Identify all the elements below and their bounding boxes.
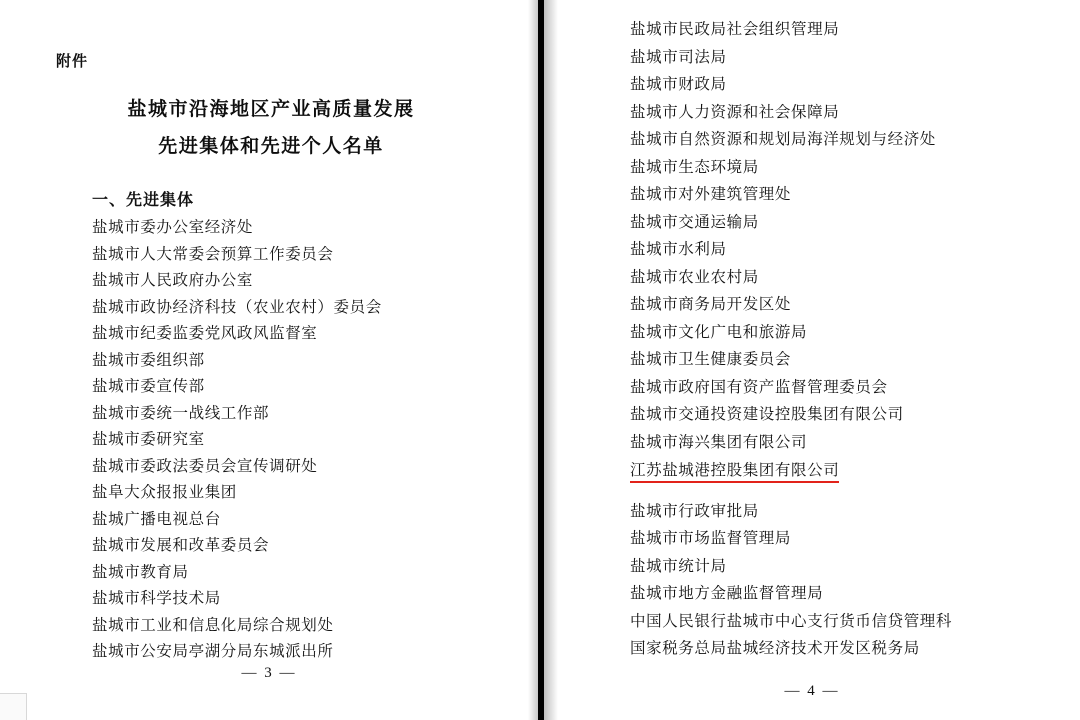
list-item: 盐城市委办公室经济处 xyxy=(92,219,254,237)
list-item: 盐城市发展和改革委员会 xyxy=(92,537,270,555)
page-left xyxy=(0,0,538,720)
list-item: 盐城市委研究室 xyxy=(92,431,205,449)
page-number-left: — 3 — xyxy=(241,665,297,681)
list-item: 盐城市纪委监委党风政风监督室 xyxy=(92,325,318,343)
list-item: 盐城市科学技术局 xyxy=(92,590,221,608)
list-item: 盐城市委组织部 xyxy=(92,351,205,369)
list-item: 盐城市人力资源和社会保障局 xyxy=(630,103,840,121)
page-right-content xyxy=(544,0,1080,720)
page-left-content xyxy=(0,0,538,720)
highlighted-entry: 江苏盐城港控股集团有限公司 xyxy=(630,463,839,483)
list-item: 盐城市财政局 xyxy=(630,76,727,93)
list-item: 盐城市交通运输局 xyxy=(630,213,759,231)
attachment-label: 附件 xyxy=(56,54,89,70)
list-item: 盐城市教育局 xyxy=(92,563,189,581)
list-item: 盐城市人民政府办公室 xyxy=(92,272,254,290)
list-item: 盐城市卫生健康委员会 xyxy=(630,351,792,368)
list-item: 国家税务总局盐城经济技术开发区税务局 xyxy=(630,640,920,657)
list-item: 盐城市委政法委员会宣传调研处 xyxy=(92,457,318,475)
right-entry-list xyxy=(630,22,1040,657)
list-item: 盐城市生态环境局 xyxy=(630,158,759,176)
list-item: 盐城市行政审批局 xyxy=(630,502,759,520)
left-entry-list xyxy=(56,220,492,660)
list-item: 盐城市委宣传部 xyxy=(92,378,205,396)
list-item: 盐城市委统一战线工作部 xyxy=(92,404,270,422)
list-item: 盐城市民政局社会组织管理局 xyxy=(630,21,840,38)
list-item: 盐城市自然资源和规划局海洋规划与经济处 xyxy=(630,131,936,148)
page-title xyxy=(56,91,486,165)
list-item: 盐城市司法局 xyxy=(630,48,727,66)
list-item: 盐城市海兴集团有限公司 xyxy=(630,433,808,451)
page-title-line-2: 先进集体和先进个人名单 xyxy=(158,136,384,158)
list-item: 盐城市地方金融监督管理局 xyxy=(630,585,824,602)
page-right xyxy=(544,0,1080,720)
list-item: 盐城市工业和信息化局综合规划处 xyxy=(92,616,334,634)
list-item: 盐城市市场监督管理局 xyxy=(630,530,792,547)
list-item: 中国人民银行盐城市中心支行货币信贷管理科 xyxy=(630,612,953,630)
list-item-highlighted-wrapper xyxy=(630,462,1040,495)
page-number-right: — 4 — xyxy=(784,683,840,699)
list-item: 盐阜大众报报业集团 xyxy=(92,484,237,502)
list-item: 盐城市对外建筑管理处 xyxy=(630,186,792,203)
list-item: 盐城市政协经济科技（农业农村）委员会 xyxy=(92,298,382,316)
list-item: 盐城市政府国有资产监督管理委员会 xyxy=(630,378,888,396)
section-heading: 一、先进集体 xyxy=(92,192,195,210)
list-item: 盐城市公安局亭湖分局东城派出所 xyxy=(92,643,334,661)
list-item: 盐城广播电视总台 xyxy=(92,510,221,528)
list-item: 盐城市商务局开发区处 xyxy=(630,296,792,313)
list-item: 盐城市水利局 xyxy=(630,241,727,258)
list-item: 盐城市文化广电和旅游局 xyxy=(630,323,808,341)
list-item: 盐城市人大常委会预算工作委员会 xyxy=(92,245,334,263)
list-item: 盐城市交通投资建设控股集团有限公司 xyxy=(630,406,904,423)
page-title-line-1: 盐城市沿海地区产业高质量发展 xyxy=(127,99,415,120)
list-item: 盐城市农业农村局 xyxy=(630,268,759,286)
list-item: 盐城市统计局 xyxy=(630,557,727,575)
